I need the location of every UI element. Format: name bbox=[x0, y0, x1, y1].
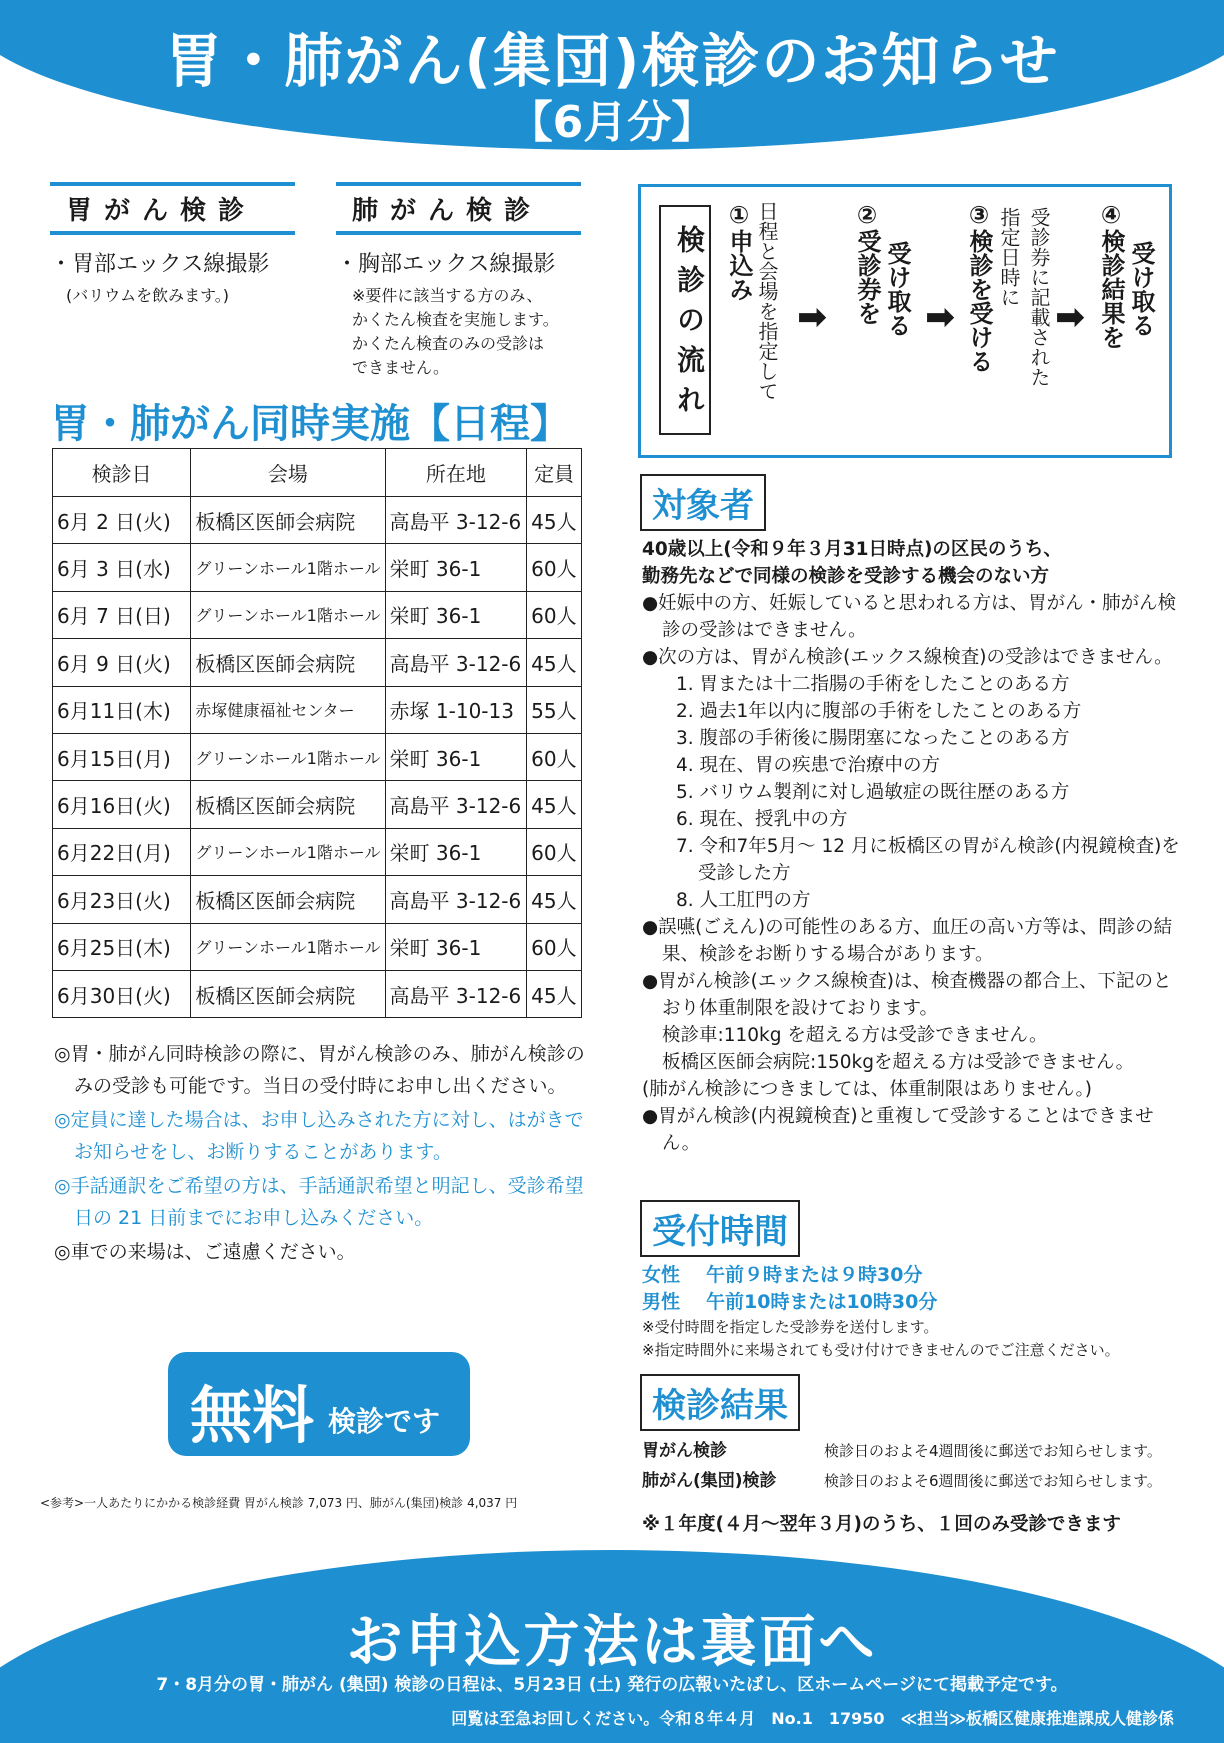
exclusion-list-item: 4. 現在、胃の疾患で治療中の方 bbox=[676, 755, 941, 776]
schedule-date: 6月 7 日(日) bbox=[53, 591, 191, 638]
results-section bbox=[642, 1436, 1182, 1496]
reception-male bbox=[642, 1289, 1182, 1316]
schedule-date: 6月 3 日(水) bbox=[53, 544, 191, 591]
cost-reference-note: <参考>一人あたりにかかる検診経費 胃がん検診 7,073 円、肺がん(集団)検診 4,037 円 bbox=[40, 1496, 518, 1510]
schedule-address: 栄町 36-1 bbox=[385, 544, 527, 591]
schedule-venue: グリーンホール1階ホール bbox=[191, 544, 385, 591]
flow-step-4-title-b: 受け取る bbox=[1127, 241, 1155, 337]
arrow-right-icon: ➡ bbox=[797, 297, 828, 338]
flow-step-1-title: ①申込み bbox=[725, 201, 753, 301]
arrow-right-icon: ➡ bbox=[925, 297, 956, 338]
note-same-day: ◎胃・肺がん同時検診の際に、胃がん検診のみ、肺がん検診のみの受診も可能です。当日の受付時にお申し出ください。 bbox=[54, 1043, 585, 1097]
schedule-row bbox=[53, 497, 582, 544]
schedule-venue: 赤塚健康福祉センター bbox=[191, 686, 385, 733]
col-header-date: 検診日 bbox=[53, 449, 191, 497]
results-heading: 検診結果 bbox=[640, 1374, 800, 1431]
target-bullet-endoscopy: ●胃がん検診(内視鏡検査)と重複して受診することはできません。 bbox=[642, 1106, 1154, 1154]
schedule-address: 栄町 36-1 bbox=[385, 923, 527, 970]
schedule-venue: グリーンホール1階ホール bbox=[191, 733, 385, 780]
schedule-capacity: 60人 bbox=[527, 828, 582, 875]
schedule-capacity: 60人 bbox=[527, 591, 582, 638]
stomach-exam-note: (バリウムを飲みます。) bbox=[66, 286, 230, 305]
flow-step-1 bbox=[725, 201, 753, 301]
stomach-exam-box bbox=[50, 182, 295, 308]
schedule-date: 6月22日(月) bbox=[53, 828, 191, 875]
weight-limit-lung-note: (肺がん検診につきましては、体重制限はありません。) bbox=[642, 1079, 1092, 1100]
flow-step-3 bbox=[965, 201, 993, 373]
col-header-address: 所在地 bbox=[385, 449, 527, 497]
page-title: 胃・肺がん(集団)検診のお知らせ bbox=[164, 27, 1060, 95]
note-no-cars: ◎車での来場は、ご遠慮ください。 bbox=[54, 1241, 356, 1263]
exclusion-list-item: 8. 人工肛門の方 bbox=[676, 890, 811, 911]
schedule-capacity: 45人 bbox=[527, 781, 582, 828]
exclusion-list-item: 2. 過去1年以内に腹部の手術をしたことのある方 bbox=[676, 701, 1082, 722]
header-banner bbox=[0, 0, 1224, 150]
note-sign-language: ◎手話通訳をご希望の方は、手話通訳希望と明記し、受診希望日の 21 日前までにお申し込みください。 bbox=[54, 1175, 584, 1229]
schedule-row bbox=[53, 970, 582, 1017]
lung-note-line: ※要件に該当する方のみ、 bbox=[352, 286, 543, 305]
lung-note-line: かくたん検査を実施します。 bbox=[352, 310, 559, 329]
schedule-address: 栄町 36-1 bbox=[385, 828, 527, 875]
reception-male-time: 午前10時または10時30分 bbox=[706, 1291, 938, 1313]
schedule-date: 6月23日(火) bbox=[53, 876, 191, 923]
reception-female-label: 女性 bbox=[642, 1264, 681, 1286]
schedule-row bbox=[53, 591, 582, 638]
flow-label: 検診の流れ bbox=[659, 205, 711, 435]
results-lung-text: 検診日のおよそ6週間後に郵送でお知らせします。 bbox=[824, 1472, 1162, 1490]
schedule-venue: 板橋区医師会病院 bbox=[191, 876, 385, 923]
flow-step-2 bbox=[853, 201, 881, 325]
schedule-venue: 板橋区医師会病院 bbox=[191, 639, 385, 686]
reception-note-2: ※指定時間外に来場されても受け付けできませんのでご注意ください。 bbox=[642, 1341, 1120, 1359]
lung-note-line: かくたん検査のみの受診は bbox=[352, 334, 545, 353]
page-subtitle-month: 【6月分】 bbox=[508, 97, 716, 148]
schedule-venue: グリーンホール1階ホール bbox=[191, 828, 385, 875]
target-heading: 対象者 bbox=[640, 474, 766, 531]
results-stomach-label: 胃がん検診 bbox=[642, 1441, 727, 1461]
footer-contact: 回覧は至急お回しください。令和８年４月 No.1 17950 ≪担当≫板橋区健康推進課成人健診係 bbox=[451, 1709, 1174, 1728]
target-bullet-aspiration: ●誤嚥(ごえん)の可能性のある方、血圧の高い方等は、問診の結果、検診をお断りする場合があります。 bbox=[642, 917, 1173, 965]
schedule-date: 6月16日(火) bbox=[53, 781, 191, 828]
schedule-notes bbox=[54, 1038, 594, 1270]
free-badge bbox=[168, 1352, 470, 1456]
lung-note-line: できません。 bbox=[352, 358, 449, 377]
schedule-date: 6月 2 日(火) bbox=[53, 497, 191, 544]
schedule-date: 6月25日(木) bbox=[53, 923, 191, 970]
schedule-capacity: 60人 bbox=[527, 733, 582, 780]
schedule-address: 栄町 36-1 bbox=[385, 733, 527, 780]
exclusion-list-item: 7. 令和7年5月～ 12 月に板橋区の胃がん検診(内視鏡検査)を受診した方 bbox=[676, 836, 1180, 884]
flow-step-3-title: ③検診を受ける bbox=[965, 201, 993, 373]
schedule-address: 高島平 3-12-6 bbox=[385, 497, 527, 544]
schedule-capacity: 45人 bbox=[527, 639, 582, 686]
flow-step-4 bbox=[1097, 201, 1125, 349]
schedule-table bbox=[52, 448, 582, 1018]
flow-step-1-sub bbox=[753, 201, 781, 401]
schedule-row bbox=[53, 876, 582, 923]
footer-schedule-note: 7・8月分の胃・肺がん (集団) 検診の日程は、5月23日 (土) 発行の広報いたばし、区ホームページにて掲載予定です。 bbox=[156, 1675, 1068, 1695]
target-bullet-exclusions: ●次の方は、胃がん検診(エックス線検査)の受診はできません。 bbox=[642, 647, 1173, 668]
schedule-row bbox=[53, 686, 582, 733]
exclusion-list-item: 3. 腹部の手術後に腸閉塞になったことのある方 bbox=[676, 728, 1070, 749]
schedule-capacity: 45人 bbox=[527, 876, 582, 923]
results-row-stomach bbox=[642, 1436, 1182, 1466]
results-stomach-text: 検診日のおよそ4週間後に郵送でお知らせします。 bbox=[824, 1442, 1162, 1460]
schedule-address: 高島平 3-12-6 bbox=[385, 781, 527, 828]
flow-step-4-title: ④検診結果を bbox=[1097, 201, 1125, 349]
target-section bbox=[642, 536, 1182, 1157]
schedule-row bbox=[53, 828, 582, 875]
stomach-exam-heading: 胃がん検診 bbox=[50, 182, 295, 235]
schedule-address: 赤塚 1-10-13 bbox=[385, 686, 527, 733]
schedule-address: 高島平 3-12-6 bbox=[385, 639, 527, 686]
schedule-date: 6月30日(火) bbox=[53, 970, 191, 1017]
target-lead-2: 勤務先などで同様の検診を受診する機会のない方 bbox=[642, 566, 1050, 587]
schedule-venue: 板橋区医師会病院 bbox=[191, 497, 385, 544]
reception-note-1: ※受付時間を指定した受診券を送付します。 bbox=[642, 1318, 939, 1336]
footer-banner bbox=[0, 1530, 1224, 1743]
schedule-capacity: 60人 bbox=[527, 923, 582, 970]
schedule-row bbox=[53, 781, 582, 828]
flow-step-2b bbox=[883, 241, 911, 337]
schedule-capacity: 60人 bbox=[527, 544, 582, 591]
note-capacity: ◎定員に達した場合は、お申し込みされた方に対し、はがきでお知らせをし、お断りすることがあります。 bbox=[54, 1109, 584, 1163]
schedule-venue: グリーンホール1階ホール bbox=[191, 591, 385, 638]
schedule-row bbox=[53, 733, 582, 780]
lung-exam-heading: 肺がん検診 bbox=[336, 182, 581, 235]
results-row-lung bbox=[642, 1466, 1182, 1496]
results-lung-label: 肺がん(集団)検診 bbox=[642, 1471, 777, 1491]
reception-male-label: 男性 bbox=[642, 1291, 681, 1313]
flow-step-4-sub bbox=[1025, 207, 1053, 387]
weight-limit-hospital: 板橋区医師会病院:150kgを超える方は受診できません。 bbox=[662, 1052, 1135, 1073]
footer-title: お申込方法は裏面へ bbox=[346, 1610, 878, 1675]
schedule-row bbox=[53, 544, 582, 591]
target-bullet-pregnancy: ●妊娠中の方、妊娠していると思われる方は、胃がん・肺がん検診の受診はできません。 bbox=[642, 593, 1177, 641]
flow-step-3-subtext: 指定日時に bbox=[997, 207, 1021, 307]
reception-heading: 受付時間 bbox=[640, 1200, 800, 1257]
lung-exam-note bbox=[352, 284, 581, 380]
flow-step-4-subtext: 受診券に記載された bbox=[1027, 207, 1051, 387]
flow-step-2-title: ②受診券を bbox=[853, 201, 881, 325]
schedule-date: 6月15日(月) bbox=[53, 733, 191, 780]
flow-step-3-sub bbox=[995, 207, 1023, 307]
schedule-row bbox=[53, 923, 582, 970]
schedule-header-row bbox=[53, 449, 582, 497]
reception-section bbox=[642, 1262, 1182, 1362]
target-bullet-weight: ●胃がん検診(エックス線検査)は、検査機器の都合上、下記のとおり体重制限を設けております。 bbox=[642, 971, 1172, 1019]
schedule-title: 胃・肺がん同時実施【日程】 bbox=[50, 401, 570, 447]
free-badge-small: 検診です bbox=[328, 1405, 441, 1438]
exam-flow-box bbox=[638, 184, 1172, 458]
col-header-capacity: 定員 bbox=[527, 449, 582, 497]
schedule-address: 栄町 36-1 bbox=[385, 591, 527, 638]
exclusion-list-item: 5. バリウム製剤に対し過敏症の既往歴のある方 bbox=[676, 782, 1070, 803]
flow-step-2-title-b: 受け取る bbox=[883, 241, 911, 337]
schedule-address: 高島平 3-12-6 bbox=[385, 876, 527, 923]
weight-limit-van: 検診車:110kg を超える方は受診できません。 bbox=[662, 1025, 1048, 1046]
stomach-exam-item: ・胃部エックス線撮影 bbox=[50, 252, 270, 277]
reception-female-time: 午前９時または９時30分 bbox=[706, 1264, 923, 1286]
lung-exam-item: ・胸部エックス線撮影 bbox=[336, 252, 556, 277]
exclusion-list bbox=[642, 671, 1182, 914]
arrow-right-icon: ➡ bbox=[1055, 297, 1086, 338]
once-per-year-note: ※１年度(４月～翌年３月)のうち、１回のみ受診できます bbox=[642, 1514, 1121, 1535]
schedule-date: 6月 9 日(火) bbox=[53, 639, 191, 686]
col-header-venue: 会場 bbox=[191, 449, 385, 497]
lung-exam-box bbox=[336, 182, 581, 380]
exclusion-list-item: 6. 現在、授乳中の方 bbox=[676, 809, 848, 830]
schedule-address: 高島平 3-12-6 bbox=[385, 970, 527, 1017]
exclusion-list-item: 1. 胃または十二指腸の手術をしたことのある方 bbox=[676, 674, 1070, 695]
schedule-row bbox=[53, 639, 582, 686]
schedule-capacity: 45人 bbox=[527, 970, 582, 1017]
schedule-capacity: 45人 bbox=[527, 497, 582, 544]
free-badge-big: 無料 bbox=[190, 1379, 315, 1452]
flow-step-1-subtext: 日程と会場を指定して bbox=[755, 201, 779, 401]
target-lead-1: 40歳以上(令和９年３月31日時点)の区民のうち、 bbox=[642, 539, 1062, 560]
schedule-capacity: 55人 bbox=[527, 686, 582, 733]
schedule-venue: 板橋区医師会病院 bbox=[191, 781, 385, 828]
schedule-venue: グリーンホール1階ホール bbox=[191, 923, 385, 970]
flow-step-4b bbox=[1127, 241, 1155, 337]
schedule-date: 6月11日(木) bbox=[53, 686, 191, 733]
reception-female bbox=[642, 1262, 1182, 1289]
schedule-venue: 板橋区医師会病院 bbox=[191, 970, 385, 1017]
